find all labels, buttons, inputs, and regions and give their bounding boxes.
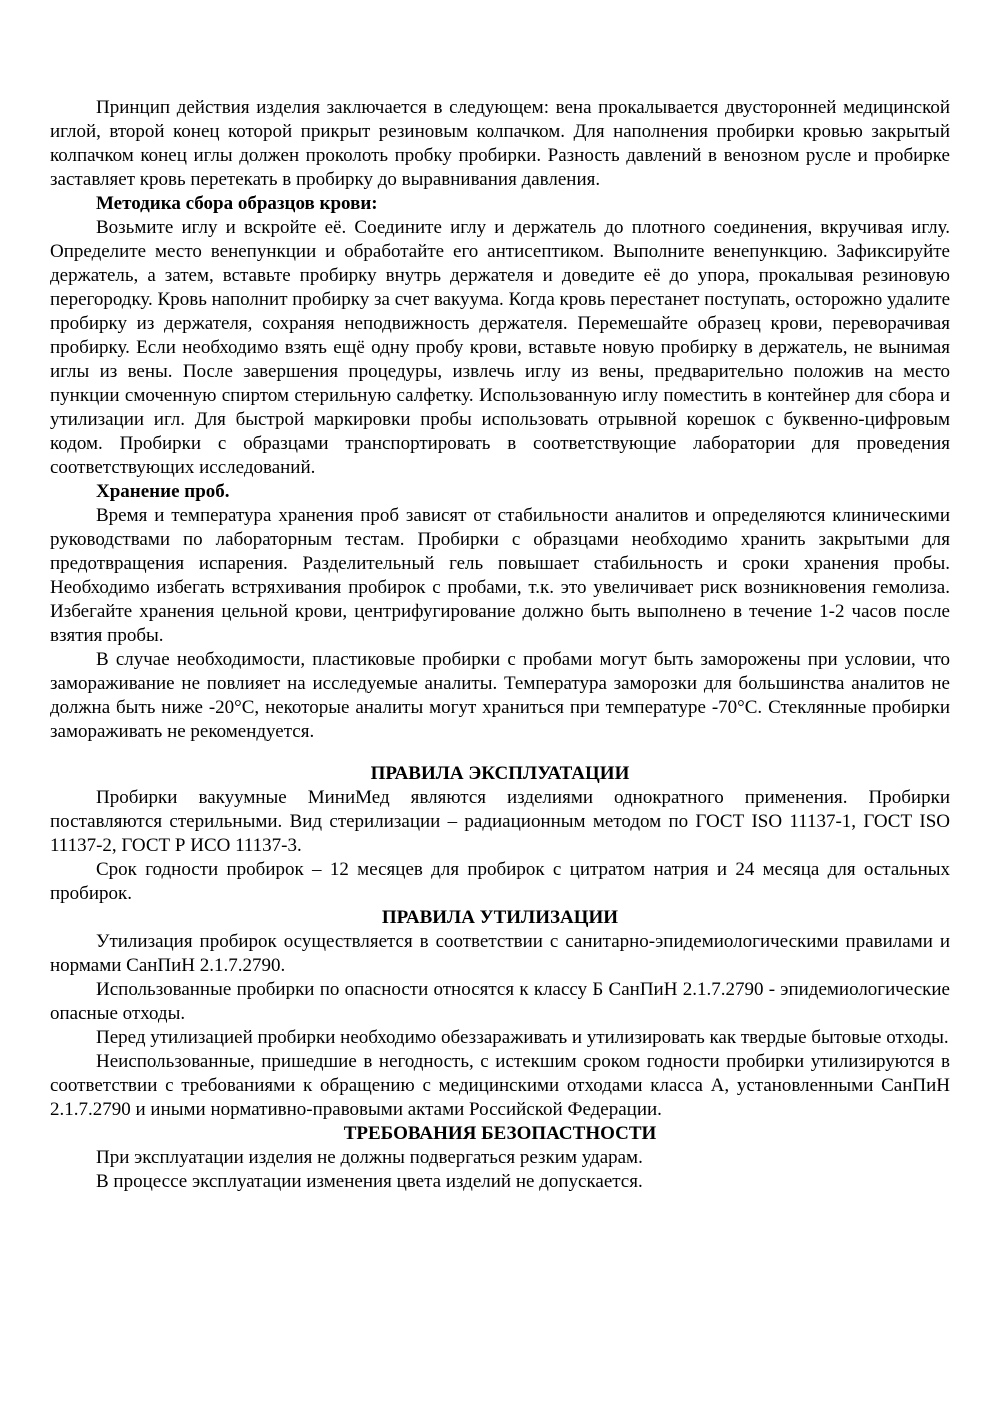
section-heading-operation-rules: ПРАВИЛА ЭКСПЛУАТАЦИИ	[370, 763, 630, 784]
subheading-blood-collection: Методика сбора образцов крови:	[96, 193, 378, 214]
paragraph-single-use: Пробирки вакуумные МиниМед являются изделиями однократного применения. Пробирки поставляются стерильными. Вид стерилизации – радиационным методом по ГОСТ ISO 11137-1, ГОСТ ISO 11137-2, ГОСТ Р ИСО 11137-3.	[50, 787, 950, 856]
paragraph-storage-conditions: Время и температура хранения проб зависят от стабильности аналитов и определяются клиническими руководствами по лабораторным тестам. Пробирки с образцами необходимо хранить закрытыми для предотвращения испарения. Разделительный гель повышает стабильность и сроки хранения пробы. Необходимо избегать встряхивания пробирок с пробами, т.к. это увеличивает риск возникновения гемолиза. Избегайте хранения цельной крови, центрифугирование должно быть выполнено в течение 1-2 часов после взятия пробы.	[50, 505, 950, 646]
paragraph-no-color-change: В процессе эксплуатации изменения цвета изделий не допускается.	[96, 1171, 643, 1192]
section-heading-safety-requirements: ТРЕБОВАНИЯ БЕЗОПАСТНОСТИ	[343, 1123, 657, 1144]
paragraph-class-b-waste: Использованные пробирки по опасности относятся к классу Б СанПиН 2.1.7.2790 - эпидемиологические опасные отходы.	[50, 979, 950, 1024]
paragraph-shelf-life: Срок годности пробирок – 12 месяцев для пробирок с цитратом натрия и 24 месяца для остальных пробирок.	[50, 859, 950, 904]
paragraph-collection-method: Возьмите иглу и вскройте её. Соедините иглу и держатель до плотного соединения, вкручивая иглу. Определите место венепункции и обработайте его антисептиком. Выполните венепункцию. Зафиксируйте держатель, а затем, вставьте пробирку внутрь держателя и доведите её до упора, прокалывая резиновую перегородку. Кровь наполнит пробирку за счет вакуума. Когда кровь перестанет поступать, осторожно удалите пробирку из держателя, сохраняя неподвижность держателя. Перемешайте образец крови, переворачивая пробирку. Если необходимо взять ещё одну пробу крови, вставьте новую пробирку в держатель, не вынимая иглы из вены. После завершения процедуры, извлечь иглу из вены, предварительно положив на место пункции смоченную спиртом стерильную салфетку. Использованную иглу поместить в контейнер для сбора и утилизации игл. Для быстрой маркировки пробы использовать отрывной корешок с буквенно-цифровым кодом. Пробирки с образцами транспортировать в соответствующие лаборатории для проведения соответствующих исследований.	[50, 217, 950, 478]
paragraph-freezing: В случае необходимости, пластиковые пробирки с пробами могут быть заморожены при условии, что замораживание не повлияет на исследуемые аналиты. Температура заморозки для большинства аналитов не должна быть ниже -20°С, некоторые аналиты могут храниться при температуре -70°С. Стеклянные пробирки замораживать не рекомендуется.	[50, 649, 950, 742]
paragraph-unused-tubes: Неиспользованные, пришедшие в негодность, с истекшим сроком годности пробирки утилизируются в соответствии с требованиями к обращению с медицинскими отходами класса А, установленными СанПиН 2.1.7.2790 и иными нормативно-правовыми актами Российской Федерации.	[50, 1051, 950, 1120]
paragraph-no-impacts: При эксплуатации изделия не должны подвергаться резким ударам.	[96, 1147, 643, 1168]
paragraph-decontamination: Перед утилизацией пробирки необходимо обеззараживать и утилизировать как твердые бытовые отходы.	[96, 1027, 949, 1048]
subheading-sample-storage: Хранение проб.	[96, 481, 230, 502]
paragraph-disposal-sanpin: Утилизация пробирок осуществляется в соответствии с санитарно-эпидемиологическими правилами и нормами СанПиН 2.1.7.2790.	[50, 931, 950, 976]
section-heading-disposal-rules: ПРАВИЛА УТИЛИЗАЦИИ	[381, 907, 619, 928]
paragraph-principle: Принцип действия изделия заключается в следующем: вена прокалывается двусторонней медицинской иглой, второй конец которой прикрыт резиновым колпачком. Для наполнения пробирки кровью закрытый колпачком конец иглы должен проколоть пробку пробирки. Разность давлений в венозном русле и пробирке заставляет кровь перетекать в пробирку до выравнивания давления.	[50, 97, 950, 190]
